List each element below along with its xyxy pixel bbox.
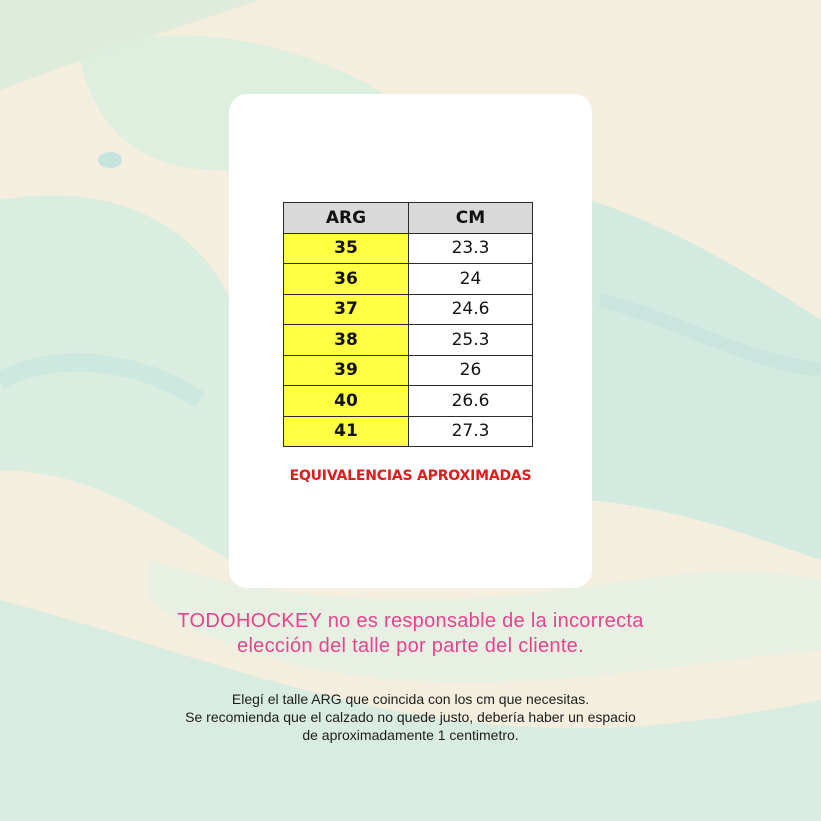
size-chart-card	[229, 94, 592, 588]
disclaimer-line: elección del talle por parte del cliente.	[237, 635, 584, 657]
table-row	[284, 294, 533, 325]
responsibility-disclaimer	[60, 609, 761, 659]
arg-size-cell: 35	[284, 233, 409, 264]
disclaimer-line: TODOHOCKEY no es responsable de la incorrecta	[177, 610, 644, 632]
instruction-line: Se recomienda que el calzado no quede justo, debería haber un espacio	[185, 709, 636, 725]
cm-value-cell: 24	[409, 264, 533, 295]
arg-size-cell: 40	[284, 386, 409, 417]
arg-size-cell: 41	[284, 416, 409, 447]
table-header-row	[284, 203, 533, 234]
table-row	[284, 264, 533, 295]
cm-value-cell: 26	[409, 355, 533, 386]
instruction-line: Elegí el talle ARG que coincida con los cm que necesitas.	[231, 691, 590, 707]
arg-size-cell: 36	[284, 264, 409, 295]
table-row	[284, 325, 533, 356]
table-row	[284, 355, 533, 386]
arg-size-cell: 38	[284, 325, 409, 356]
table-row	[284, 386, 533, 417]
table-row	[284, 233, 533, 264]
size-instructions	[60, 690, 761, 744]
cm-value-cell: 26.6	[409, 386, 533, 417]
cm-value-cell: 23.3	[409, 233, 533, 264]
header-cm: CM	[409, 203, 533, 234]
cm-value-cell: 27.3	[409, 416, 533, 447]
arg-size-cell: 37	[284, 294, 409, 325]
header-arg: ARG	[284, 203, 409, 234]
instruction-line: de aproximadamente 1 centimetro.	[302, 727, 519, 743]
size-table	[283, 202, 533, 447]
arg-size-cell: 39	[284, 355, 409, 386]
table-row	[284, 416, 533, 447]
approximate-equivalences-note: EQUIVALENCIAS APROXIMADAS	[289, 468, 532, 484]
cm-value-cell: 24.6	[409, 294, 533, 325]
cm-value-cell: 25.3	[409, 325, 533, 356]
